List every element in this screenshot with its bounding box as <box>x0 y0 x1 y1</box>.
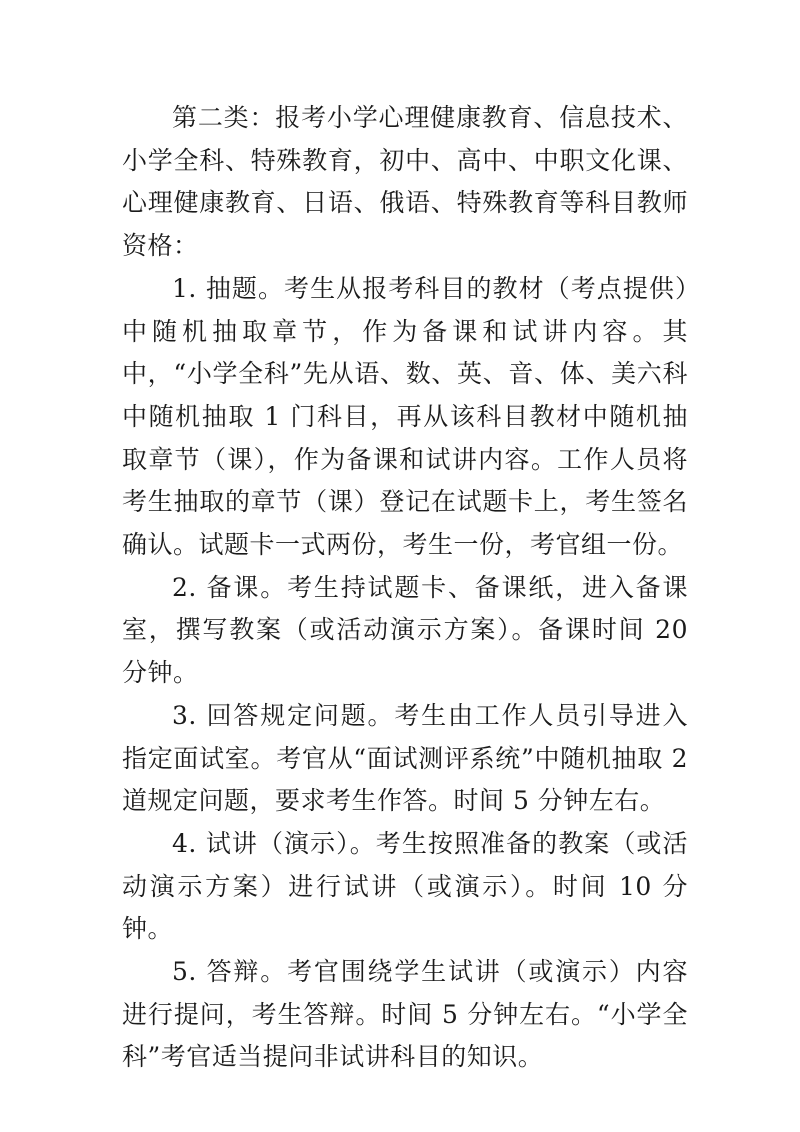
paragraph-step-1-draw-topic: 1. 抽题。考生从报考科目的教材（考点提供）中随机抽取章节，作为备课和试讲内容。其中，“小学全科”先从语、数、英、音、体、美六科中随机抽取 1 门科目，再从该科目教材中随机抽取章节（课），作为备课和试讲内容。工作人员将考生抽取的章节（课）登记在试题卡上，考生签名确认。试题卡一式两份，考生一份，考官组一份。 <box>122 273 688 560</box>
paragraph-step-4-trial-teaching: 4. 试讲（演示）。考生按照准备的教案（或活动演示方案）进行试讲（或演示）。时间 10 分钟。 <box>122 828 688 944</box>
paragraph-step-3-answer-questions: 3. 回答规定问题。考生由工作人员引导进入指定面试室。考官从“面试测评系统”中随机抽取 2 道规定问题，要求考生作答。时间 5 分钟左右。 <box>122 700 688 816</box>
document-body <box>122 97 688 1079</box>
paragraph-step-5-defense: 5. 答辩。考官围绕学生试讲（或演示）内容进行提问，考生答辩。时间 5 分钟左右。“小学全科”考官适当提问非试讲科目的知识。 <box>122 957 688 1072</box>
paragraph-step-2-lesson-prep: 2. 备课。考生持试题卡、备课纸，进入备课室，撰写教案（或活动演示方案）。备课时间 20 分钟。 <box>122 572 688 688</box>
paragraph-category-heading: 第二类：报考小学心理健康教育、信息技术、小学全科、特殊教育，初中、高中、中职文化课、心理健康教育、日语、俄语、特殊教育等科目教师资格： <box>122 103 688 261</box>
